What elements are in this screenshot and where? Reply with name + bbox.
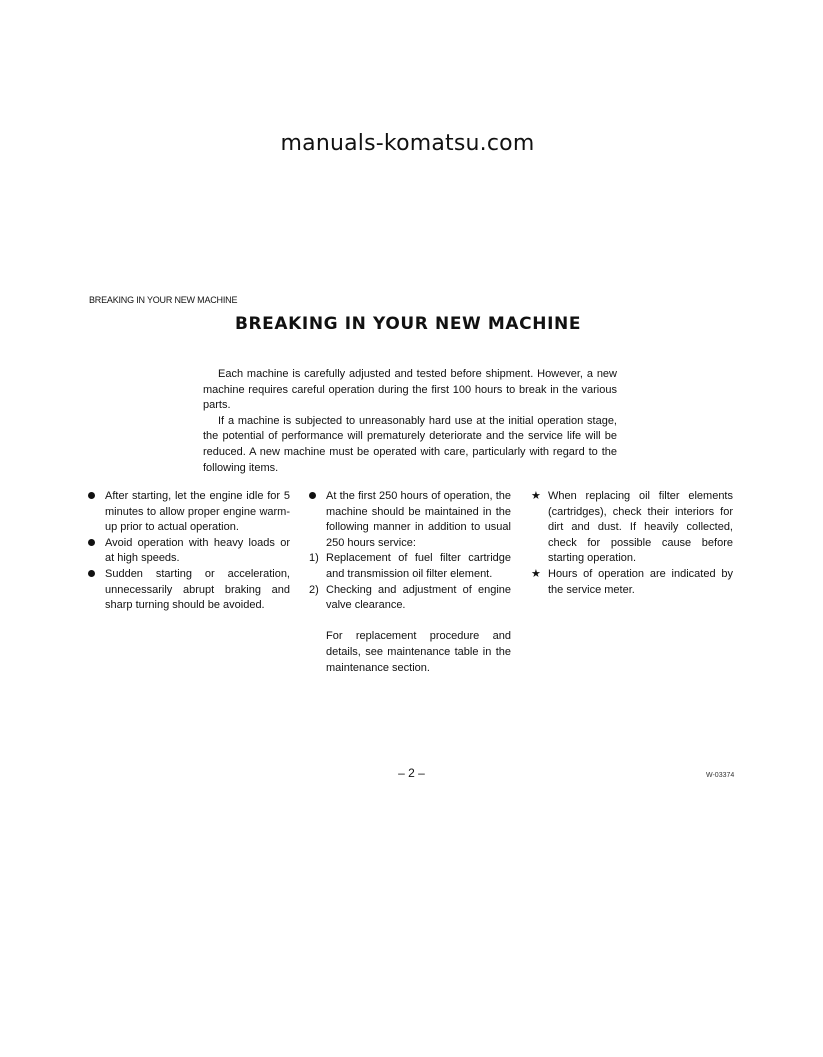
bullet-icon [88,536,102,552]
running-header: BREAKING IN YOUR NEW MACHINE [89,295,238,305]
page-title: BREAKING IN YOUR NEW MACHINE [234,314,582,334]
maintenance-note: For replacement procedure and details, see maintenance table in the maintenance section. [326,630,511,674]
page-number: – 2 – [398,766,425,780]
bullet-icon [88,489,102,505]
bullet-icon [88,567,102,583]
step-text: Checking and adjustment of engine valve clearance. [326,583,511,612]
list-item [531,567,733,598]
list-item [88,536,290,567]
list-item [309,489,511,551]
list-item-text: When replacing oil filter elements (cartridges), check their interiors for dirt and dust. If heavily collected, check for possible cause before starting operation. [548,490,733,565]
list-item-text: Sudden starting or acceleration, unnecessarily abrupt braking and sharp turning should be avoided. [105,567,290,612]
star-icon: ★ [531,490,541,502]
column-first-service [309,489,511,676]
list-item [531,489,733,567]
step-text: Replacement of fuel filter cartridge and transmission oil filter element. [326,552,511,580]
numbered-step [309,583,511,614]
list-item [88,567,290,614]
intro-paragraph: If a machine is subjected to unreasonably hard use at the initial operation stage, the potential of performance will prematurely deteriorate and the service life will be reduced. A new machine must be operated with care, particularly with regard to the following items. [203,414,617,474]
step-number: 1) [309,552,319,565]
star-icon: ★ [531,567,541,580]
column-notes [531,489,733,598]
document-code: W-03374 [706,772,735,779]
list-item-text: Avoid operation with heavy loads or at high speeds. [105,536,290,565]
list-item-text: Hours of operation are indicated by the service meter. [548,567,733,596]
step-number: 2) [309,583,319,596]
list-item [88,489,290,536]
bullet-icon [309,489,323,505]
intro-section [203,367,617,476]
list-item-text: After starting, let the engine idle for 5 minutes to allow proper engine warm-up prior to actual operation. [105,490,290,534]
numbered-step [309,551,511,582]
list-item-text: At the first 250 hours of operation, the machine should be maintained in the following manner in addition to usual 250 hours service: [326,490,511,549]
site-header: manuals-komatsu.com [280,131,535,156]
intro-paragraph: Each machine is carefully adjusted and tested before shipment. However, a new machine requires careful operation during the first 100 hours to break in the various parts. [203,368,617,412]
column-general-precautions [88,489,290,614]
